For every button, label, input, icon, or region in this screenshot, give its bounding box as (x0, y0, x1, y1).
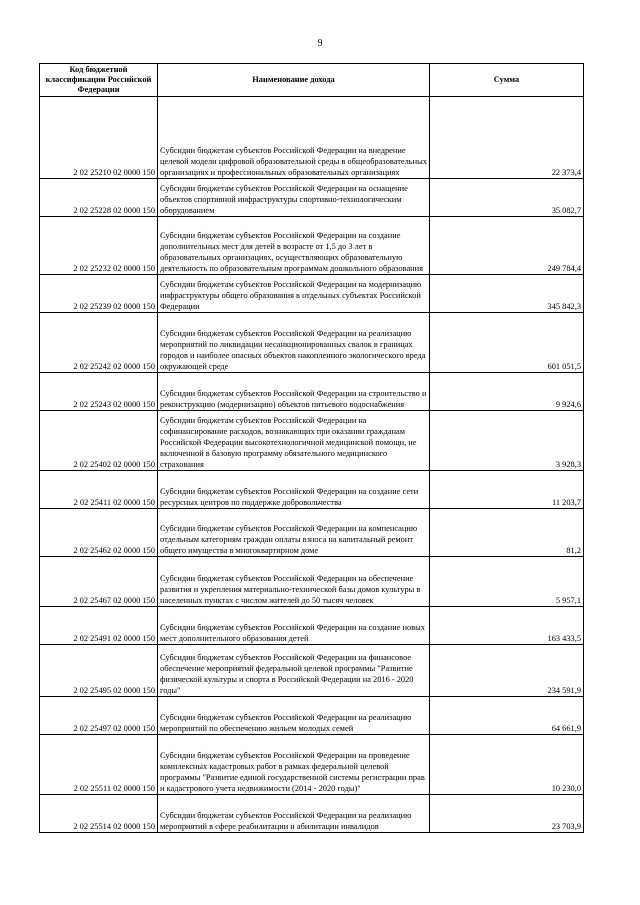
row-sum: 345 842,3 (430, 275, 584, 313)
row-name: Субсидии бюджетам субъектов Российской Федерации на компенсацию отдельным категориям граждан оплаты взноса на капитальный ремонт общего имущества в многоквартирном доме (158, 509, 430, 557)
row-sum: 234 591,9 (430, 645, 584, 697)
row-name: Субсидии бюджетам субъектов Российской Федерации на строительство и реконструкцию (модернизацию) объектов питьевого водоснабжения (158, 373, 430, 411)
row-sum: 163 433,5 (430, 607, 584, 645)
row-name: Субсидии бюджетам субъектов Российской Федерации на реализацию мероприятий по обеспечению жильем молодых семей (158, 697, 430, 735)
row-name: Субсидии бюджетам субъектов Российской Федерации на создание сети ресурсных центров по поддержке добровольчества (158, 471, 430, 509)
column-header-code: Код бюджетной классификации Российской Федерации (40, 64, 158, 97)
row-code: 2 02 25511 02 0000 150 (40, 735, 158, 795)
page-number: 9 (317, 38, 323, 49)
row-name: Субсидии бюджетам субъектов Российской Федерации на реализацию мероприятий в сфере реабилитации и абилитации инвалидов (158, 795, 430, 833)
row-sum: 23 703,9 (430, 795, 584, 833)
row-code: 2 02 25242 02 0000 150 (40, 313, 158, 373)
row-sum: 64 661,9 (430, 697, 584, 735)
row-code: 2 02 25514 02 0000 150 (40, 795, 158, 833)
row-code: 2 02 25462 02 0000 150 (40, 509, 158, 557)
row-name: Субсидии бюджетам субъектов Российской Федерации на оснащение объектов спортивной инфраструктуры спортивно-технологическим оборудованием (158, 179, 430, 217)
table-row (40, 471, 584, 509)
table-row (40, 607, 584, 645)
row-name: Субсидии бюджетам субъектов Российской Федерации на модернизацию инфраструктуры общего образования в отдельных субъектах Российской Федерации (158, 275, 430, 313)
row-sum: 10 230,0 (430, 735, 584, 795)
row-name: Субсидии бюджетам субъектов Российской Федерации на внедрение целевой модели цифровой образовательной среды в общеобразовательных организациях и профессиональных образовательных организациях (158, 97, 430, 179)
row-code: 2 02 25232 02 0000 150 (40, 217, 158, 275)
table-row (40, 735, 584, 795)
row-code: 2 02 25491 02 0000 150 (40, 607, 158, 645)
table-row (40, 217, 584, 275)
row-code: 2 02 25228 02 0000 150 (40, 179, 158, 217)
table-row (40, 411, 584, 471)
table-row (40, 179, 584, 217)
row-name: Субсидии бюджетам субъектов Российской Федерации на реализацию мероприятий по ликвидации несанкционированных свалок в границах городов и наиболее опасных объектов накопленного экологического вреда окружающей среде (158, 313, 430, 373)
row-code: 2 02 25210 02 0000 150 (40, 97, 158, 179)
row-sum: 9 924,6 (430, 373, 584, 411)
row-name: Субсидии бюджетам субъектов Российской Федерации на обеспечение развития и укрепления материально-технической базы домов культуры в населенных пунктах с числом жителей до 50 тысяч человек (158, 557, 430, 607)
row-code: 2 02 25497 02 0000 150 (40, 697, 158, 735)
row-code: 2 02 25243 02 0000 150 (40, 373, 158, 411)
table-row (40, 645, 584, 697)
row-sum: 5 957,1 (430, 557, 584, 607)
row-code: 2 02 25467 02 0000 150 (40, 557, 158, 607)
row-name: Субсидии бюджетам субъектов Российской Федерации на софинансирование расходов, возникающих при оказании гражданам Российской Федерации высокотехнологичной медицинской помощи, не включенной в базовую программу обязательного медицинского страхования (158, 411, 430, 471)
row-name: Субсидии бюджетам субъектов Российской Федерации на создание дополнительных мест для детей в возрасте от 1,5 до 3 лет в образовательных организациях, осуществляющих образовательную деятельность по образовательным программам дошкольного образования (158, 217, 430, 275)
row-sum: 35 082,7 (430, 179, 584, 217)
table-row (40, 509, 584, 557)
table-row (40, 275, 584, 313)
column-header-sum: Сумма (430, 64, 584, 97)
table-header-row (40, 64, 584, 97)
column-header-name: Наименование дохода (158, 64, 430, 97)
row-sum: 601 051,5 (430, 313, 584, 373)
row-sum: 3 928,3 (430, 411, 584, 471)
table-row (40, 697, 584, 735)
row-name: Субсидии бюджетам субъектов Российской Федерации на финансовое обеспечение мероприятий федеральной целевой программы "Развитие физической культуры и спорта в Российской Федерации на 2016 - 2020 годы" (158, 645, 430, 697)
row-code: 2 02 25239 02 0000 150 (40, 275, 158, 313)
revenue-table (39, 63, 584, 833)
table-row (40, 313, 584, 373)
table-row (40, 795, 584, 833)
row-name: Субсидии бюджетам субъектов Российской Федерации на проведение комплексных кадастровых работ в рамках федеральной целевой программы "Развитие единой государственной системы регистрации прав и кадастрового учета недвижимости (2014 - 2020 годы)" (158, 735, 430, 795)
row-sum: 22 373,4 (430, 97, 584, 179)
row-name: Субсидии бюджетам субъектов Российской Федерации на создание новых мест дополнительного образования детей (158, 607, 430, 645)
table-row (40, 557, 584, 607)
row-code: 2 02 25411 02 0000 150 (40, 471, 158, 509)
table-row (40, 97, 584, 179)
table-row (40, 373, 584, 411)
row-sum: 11 203,7 (430, 471, 584, 509)
row-code: 2 02 25402 02 0000 150 (40, 411, 158, 471)
row-code: 2 02 25495 02 0000 150 (40, 645, 158, 697)
row-sum: 249 784,4 (430, 217, 584, 275)
row-sum: 81,2 (430, 509, 584, 557)
